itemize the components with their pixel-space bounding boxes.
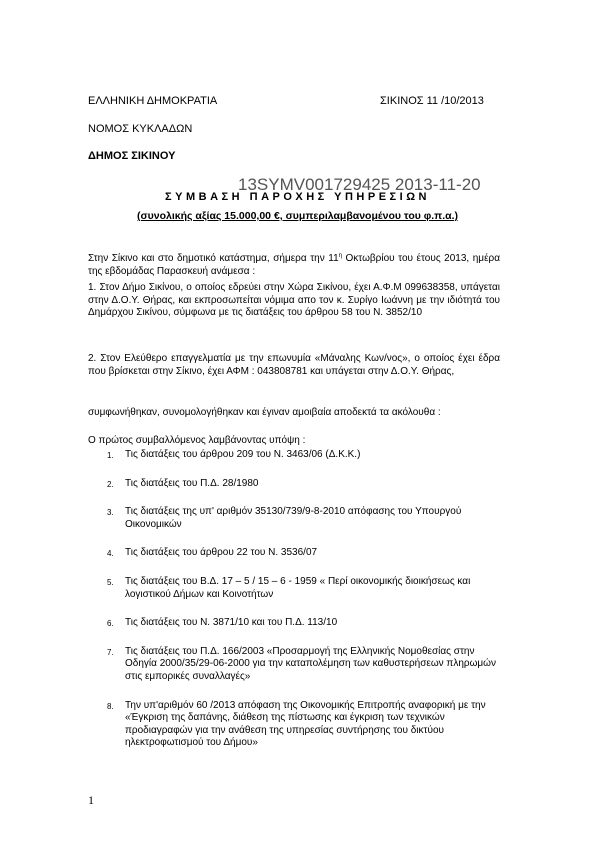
list-item-text: Τις διατάξεις του Β.Δ. 17 – 5 / 15 – 6 - 1959 « Περί οικονομικής διοικήσεως και λογιστικού Δήμων και Κοινοτήτων <box>125 575 471 600</box>
list-item <box>88 478 500 491</box>
list-item-text: Τις διατάξεις του άρθρου 22 του Ν. 3536/07 <box>125 547 318 559</box>
intro-paragraph <box>88 253 500 278</box>
document-stamp-id: 13SYMV001729425 2013-11-20 <box>238 175 481 194</box>
list-item-number: 4. <box>107 549 114 559</box>
municipality-header: ΔΗΜΟΣ ΣΙΚΙΝΟΥ <box>88 150 176 162</box>
prefecture-header: ΝΟΜΟΣ ΚΥΚΛΑΔΩΝ <box>88 123 193 135</box>
list-item-text: Τις διατάξεις του Ν. 3871/10 και του Π.Δ. 113/10 <box>125 617 338 629</box>
list-item <box>88 506 500 531</box>
party-one-paragraph: 1. Στον Δήμο Σικίνου, ο οποίος εδρεύει στην Χώρα Σικίνου, έχει Α.Φ.Μ 099638358, υπάγεται στην Δ.Ο.Υ. Θήρας, και εκπροσωπείται νόμιμα απο τον κ. Συρίγο Ιωάννη με την ιδιότητά του Δημάρχου Σικίνου, σύμφωνα με τις διατάξεις του άρθρου 58 του Ν. 3852/10 <box>88 282 500 319</box>
intro-superscript: η <box>338 253 342 259</box>
party-two-paragraph: 2. Στον Ελεύθερο επαγγελματία με την επωνυμία «Μάναλης Κων/νος», ο οποίος έχει έδρα που βρίσκεται στην Σίκινο, έχει ΑΦΜ : 043808781 και υπάγεται στην Δ.Ο.Υ. Θήρας, <box>88 353 500 377</box>
list-item-text: Τις διατάξεις του Π.Δ. 166/2003 «Προσαρμογή της Ελληνικής Νομοθεσίας στην Οδηγία 2000/35/29-06-2000 για την καταπολέμηση των καθυστερήσεων πληρωμών στις εμπορικές συναλλαγές» <box>125 645 496 682</box>
list-item-number: 3. <box>107 508 114 518</box>
contract-subtitle: (συνολικής αξίας 15.000,00 €, συμπεριλαμβανομένου του φ.π.α.) <box>136 210 459 222</box>
intro-text-start: Στην Σίκινο και στο δημοτικό κατάστημα, σήμερα την 11 <box>88 253 339 264</box>
list-item-text: Την υπ'αριθμόν 60 /2013 απόφαση της Οικονομικής Επιτροπής αναφορική με την «Έγκριση της δαπάνης, διάθεση της πίστωσης και έγκριση των τεχνικών προδιαγραφών για την ανάθεση της υπηρεσίας συντήρησης του δικτύου ηλεκτροφωτισμού του Δήμου» <box>125 699 486 749</box>
list-item <box>88 646 500 684</box>
list-item <box>88 700 500 750</box>
list-item-text: Τις διατάξεις του άρθρου 209 του Ν. 3463/06 (Δ.Κ.Κ.) <box>125 449 361 460</box>
list-item-text: Τις διατάξεις του Π.Δ. 28/1980 <box>125 477 259 489</box>
agreement-line: συμφωνήθηκαν, συνομολογήθηκαν και έγιναν αμοιβαία αποδεκτά τα ακόλουθα : <box>88 407 441 418</box>
list-item-number: 5. <box>107 577 114 587</box>
list-item-number: 1. <box>107 451 114 460</box>
list-item-text: Τις διατάξεις της υπ' αριθμόν 35130/739/9-8-2010 απόφασης του Υπουργού Οικονομικών <box>125 506 462 530</box>
list-item-number: 8. <box>107 701 114 711</box>
list-item-number: 2. <box>107 479 114 489</box>
list-item <box>88 617 500 630</box>
considering-line: Ο πρώτος συμβαλλόμενος λαμβάνοντας υπόψη : <box>88 435 306 446</box>
list-item <box>88 449 500 462</box>
list-item-number: 6. <box>107 619 114 629</box>
legal-basis-list <box>88 449 500 750</box>
list-item <box>88 547 500 560</box>
page-number: 1 <box>88 793 94 807</box>
place-date: ΣΙΚΙΝΟΣ 11 /10/2013 <box>380 95 484 107</box>
list-item-number: 7. <box>107 647 114 657</box>
intro-text-end: Οκτωβρίου του έτους 2013, ημέρα της εβδομάδας Παρασκευή ανάμεσα : <box>88 253 500 277</box>
list-item <box>88 576 500 601</box>
contract-title: ΣΥΜΒΑΣΗ ΠΑΡΟΧΗΣ ΥΠΗΡΕΣΙΩΝ <box>165 191 430 203</box>
republic-header: ΕΛΛΗΝΙΚΗ ΔΗΜΟΚΡΑΤΙΑ <box>88 95 218 107</box>
